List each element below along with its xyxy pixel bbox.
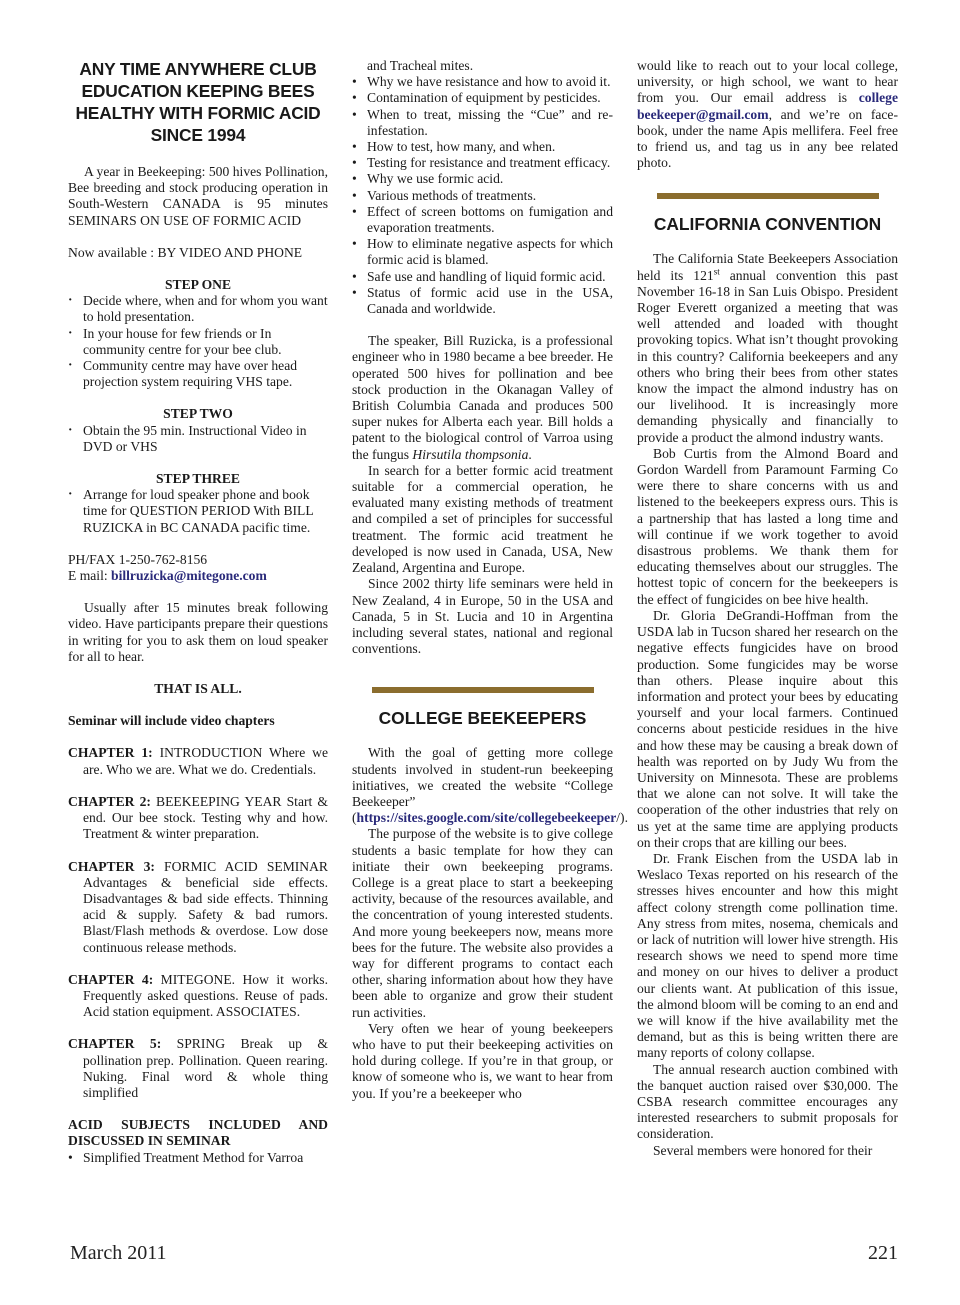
list-item: • Simplified Treatment Method for Varroa xyxy=(68,1150,328,1166)
chapter-1 xyxy=(68,745,328,777)
intro-paragraph: A year in Beekeeping: 500 hives Pollination, Bee breeding and stock producing operation in South-Western CANADA is 95 minutes SEMINARS ON USE OF FORMIC ACID xyxy=(68,164,328,228)
chapter-text: INTRODUCTION Where we are. Who we are. What we do. Credentials. xyxy=(83,745,329,777)
college-text: With the goal of getting more college students involved in student-run beekeeping initiatives, we created the website “College Beekeeper” ( xyxy=(352,745,613,826)
availability-text: Now available : BY VIDEO AND PHONE xyxy=(68,244,303,260)
speaker-paragraph-2: In search for a better formic acid treatment suitable for a commercial operation, he evaluated many existing methods of treatment and compiled a set of principles for successful treatment. The formic acid treatment he developed is now used in Canada, USA, New Zealand, Argentina and Europe. xyxy=(352,462,613,576)
ordinal-suffix: st xyxy=(713,266,720,277)
chapter-label: CHAPTER 4: xyxy=(68,971,154,987)
chapter-3 xyxy=(68,859,328,956)
college-continued xyxy=(637,58,898,171)
list-item: • Various methods of treatments. xyxy=(352,188,613,204)
chapter-label: CHAPTER 5: xyxy=(68,1036,162,1052)
college-paragraph-3: Very often we hear of young beekeepers who have to put their beekeeping activities on hold during college. If you’re in that group, or know of someone who is, we want to hear from you. If you’re a beekeeper who xyxy=(352,1020,613,1101)
column-2 xyxy=(352,58,628,1102)
college-website-link[interactable]: https://sites.google.com/site/collegebeekeeper xyxy=(356,810,617,826)
issue-date: March 2011 xyxy=(70,1242,167,1264)
speaker-text-end: . xyxy=(528,446,532,462)
college-paragraph-1 xyxy=(352,745,628,826)
list-item: • How to eliminate negative aspects for which formic acid is blamed. xyxy=(352,236,613,268)
california-paragraph-4: Dr. Frank Eischen from the USDA lab in Weslaco Texas reported on his research of the stresses hives encounter and how this might affect colony strength come pollination time. Any stress from mites, nosema, chemicals and or lack of nutrition will lower hive strength. His research shows we need to spend more time and money on our hives to deliver a product our clients want. At publication of this issue, the almond bloom will be coming to an end and we will know if the hive availability met the demand, but as this is being written there are many reports of colony collapse. xyxy=(637,850,898,1061)
phone-fax: PH/FAX 1-250-762-8156 xyxy=(68,551,208,567)
list-item: · Community centre may have over head projection system requiring VHS tape. xyxy=(68,358,328,390)
chapter-text: SPRING Break up & pollination prep. Pollination. Queen rearing. Nuking. Final word & whole thing simplified xyxy=(83,1036,328,1100)
break-paragraph: Usually after 15 minutes break following video. Have participants prepare their questions in writing for you to ask them on loud speaker for all to hear. xyxy=(68,600,328,664)
california-paragraph-2: Bob Curtis from the Almond Board and Gordon Wardell from Paramount Farming Co were there to share concerns with us and listened to the beekeepers express ours. This is a partnership that has lasted a long time and will continue if we work together to avoid disastrous problems. We thank them for educating themselves about our struggles. The hottest topic of concern for the beekeepers is the effect of fungicides on bee hive health. xyxy=(637,445,898,607)
california-paragraph-1 xyxy=(637,251,898,445)
college-cont-end: , and we’re on face-book, under the name Apis mellifera. Feel free to friend us, and tag us in any bee related photo. xyxy=(637,106,898,171)
ca-text: The California State Beekeepers Association held its 121 xyxy=(637,251,898,283)
seminar-include: Seminar will include video chapters xyxy=(68,713,275,729)
california-section-title: CALIFORNIA CONVENTION xyxy=(653,214,882,235)
email-label: E mail: xyxy=(68,568,112,584)
step-one-title: STEP ONE xyxy=(164,277,232,293)
chapter-4 xyxy=(68,972,328,1021)
section-divider xyxy=(657,193,879,199)
list-item: · Obtain the 95 min. Instructional Video in DVD or VHS xyxy=(68,423,328,455)
chapter-2 xyxy=(68,794,328,843)
list-item: • How to test, how many, and when. xyxy=(352,139,613,155)
college-email-link[interactable]: college beekeeper@gmail.com xyxy=(637,90,898,122)
list-item: • Status of formic acid use in the USA, Canada and worldwide. xyxy=(352,285,613,317)
that-is-all: THAT IS ALL. xyxy=(154,681,242,697)
acid-subjects-list-cont xyxy=(352,74,613,317)
chapter-label: CHAPTER 2: xyxy=(68,793,151,809)
speaker-text: The speaker, Bill Ruzicka, is a professional engineer who in 1980 became a bee breeder. He operated 500 hives for pollination and bee stock production in the Okanagan Valley of British Columbia Canada and produces 500 super nukes for Alberta each year. Bill holds a patent to the biological control of Varroa using the fungus xyxy=(352,333,613,462)
list-item: • Contamination of equipment by pesticides. xyxy=(352,90,613,106)
chapter-text: BEEKEEPING YEAR Start & end. Our bee stock. Testing why and how. Treatment & winter preparation. xyxy=(83,793,328,842)
page-number: 221 xyxy=(868,1242,898,1264)
college-section-title: COLLEGE BEEKEEPERS xyxy=(378,708,587,729)
list-item: · Arrange for loud speaker phone and book time for QUESTION PERIOD With BILL RUZICKA in BC CANADA pacific time. xyxy=(68,487,328,536)
section-divider xyxy=(372,687,594,693)
acid-subjects-heading: ACID SUBJECTS INCLUDED AND DISCUSSED IN SEMINAR xyxy=(68,1117,328,1149)
college-paragraph-2: The purpose of the website is to give college students a basic template for how they can initiate their own beekeeping programs. College is a great place to start a beekeeping activity, because of the resources available, and the concentration of young interested students. And more young beekeepers now, means more bees for the future. The website also provides a way for different programs to contact each other, sharing information about how they have been able to organize and grow their student run activities. xyxy=(352,826,613,1020)
list-item: • Why we use formic acid. xyxy=(352,171,613,187)
continued-text: and Tracheal mites. xyxy=(367,58,474,73)
column-1 xyxy=(68,58,328,1166)
chapter-label: CHAPTER 1: xyxy=(68,745,153,761)
step-two-title: STEP TWO xyxy=(163,406,233,422)
list-item: • Why we have resistance and how to avoid it. xyxy=(352,74,613,90)
speaker-paragraph-3: Since 2002 thirty life seminars were held in New Zealand, 4 in Europe, 50 in the USA and Canada, 5 in St. Lucia and 10 in Argentina including several states, national and regional conventions. xyxy=(352,576,613,657)
email-link[interactable]: billruzicka@mitegone.com xyxy=(111,568,267,584)
step-three-title: STEP THREE xyxy=(156,471,240,487)
acid-subjects-list xyxy=(68,1150,328,1166)
california-paragraph-6: Several members were honored for their xyxy=(653,1142,873,1158)
email-line xyxy=(68,568,328,584)
college-cont-text: would like to reach out to your local college, university, or high school, we want to hear from you. Our email address is xyxy=(637,58,898,106)
list-item: • Safe use and handling of liquid formic acid. xyxy=(352,269,613,285)
article-headline: ANY TIME ANYWHERE CLUB EDUCATION KEEPING BEES HEALTHY WITH FORMIC ACID SINCE 1994 xyxy=(75,59,321,145)
step-three-list xyxy=(68,487,328,536)
college-text-end: /). xyxy=(616,810,628,826)
ca-text-cont: annual convention this past November 16-18 in San Luis Obispo. President Roger Everett organized a meeting that was well attended and loaded with thought provoking topics. What isn’t thought provoking in this country? California beekeepers and any others who bring their bees from other states know the impact the almond industry has on our livelihood. It is increasingly more demanding physically and financially to provide a product the almond industry wants. xyxy=(637,267,898,445)
chapter-text: FORMIC ACID SEMINAR Advantages & beneficial side effects. Disadvantages & bad side effects. Thinning acid & supply. Safety & bad rumors. Blast/Flash methods & overdose. Low dose continuous release methods. xyxy=(83,858,329,955)
list-item: • Effect of screen bottoms on fumigation and evaporation treatments. xyxy=(352,204,613,236)
fungus-name: Hirsutila thompsonia xyxy=(412,446,529,462)
step-one-list xyxy=(68,293,328,390)
california-paragraph-3: Dr. Gloria DeGrandi-Hoffman from the USDA lab in Tucson shared her research on the negative effects fungicides have on brood production. Some fungicides may be worse than others. Please inquire about this information and protect your bees by educating yourself and your local farmers. Continued concerns about pesticide residues in the hive and how these may be causing a break down of health was reported on by Judy Wu from the University on Minnesota. These are problems that we alone can not solve. It will take the cooperation of the other industries that rely on us yet at the same time are applying products on their crops that are killing our bees. xyxy=(637,607,898,850)
chapter-label: CHAPTER 3: xyxy=(68,858,155,874)
column-3 xyxy=(637,58,898,1159)
chapter-5 xyxy=(68,1036,328,1101)
step-two-list xyxy=(68,423,328,455)
list-item: · Decide where, when and for whom you want to hold presentation. xyxy=(68,293,328,325)
chapter-text: MITEGONE. How it works. Frequently asked questions. Reuse of pads. Acid station equipment. ASSOCIATES. xyxy=(83,971,328,1020)
speaker-paragraph-1 xyxy=(352,333,613,463)
list-item: • When to treat, missing the “Cue” and re-infestation. xyxy=(352,107,613,139)
list-item: • Testing for resistance and treatment efficacy. xyxy=(352,155,613,171)
list-item: · In your house for few friends or In community centre for your bee club. xyxy=(68,326,328,358)
california-paragraph-5: The annual research auction combined with the banquet auction raised over $30,000. The CSBA research committee encourages any interested researchers to submit proposals for consideration. xyxy=(637,1061,898,1142)
